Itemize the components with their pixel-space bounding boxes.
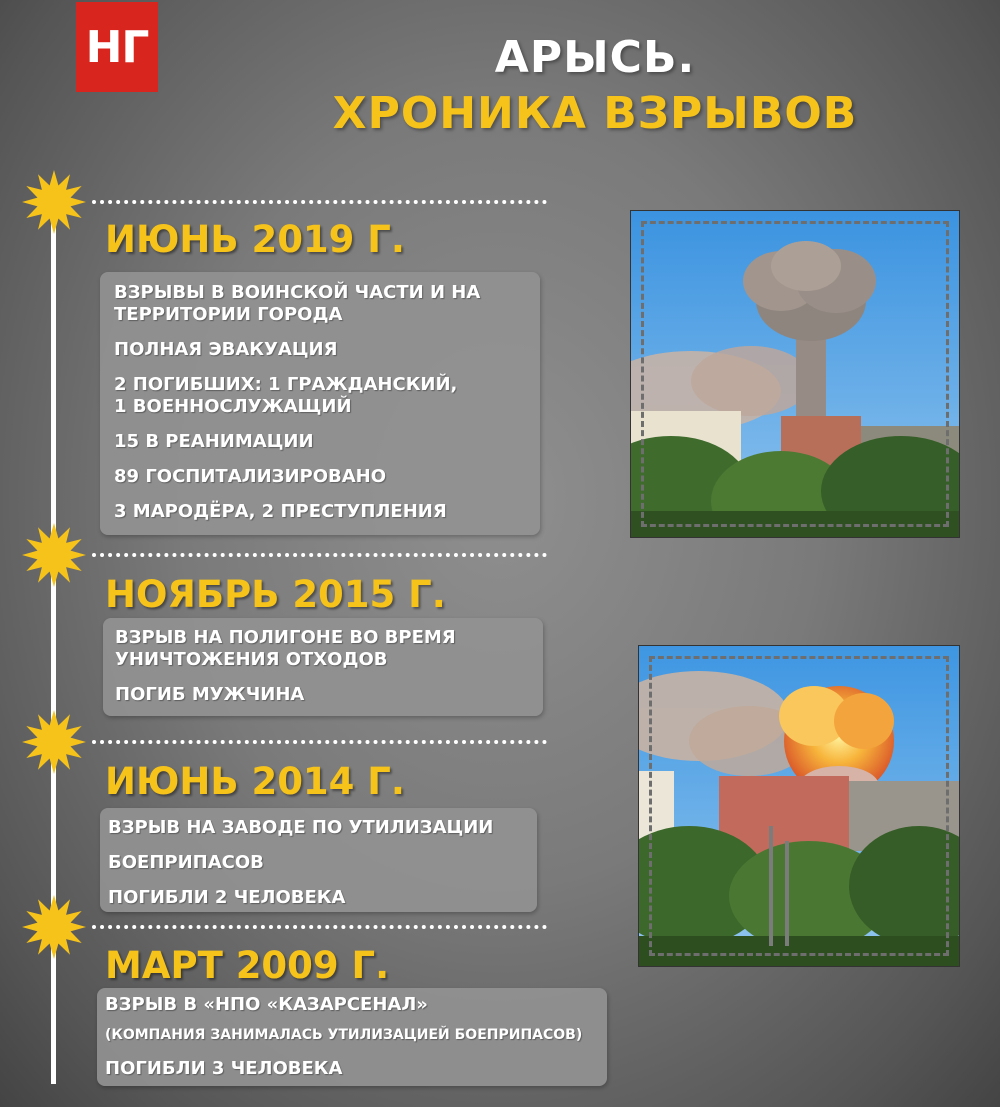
event-detail: БОЕПРИПАСОВ (108, 852, 264, 873)
sun-burst-icon (22, 710, 86, 774)
dotted-separator (92, 925, 547, 929)
fireball-explosion-photo (638, 645, 960, 967)
sun-burst-icon (22, 523, 86, 587)
event-date: ИЮНЬ 2019 Г. (105, 218, 405, 261)
event-detail: ПОГИБ МУЖЧИНА (115, 684, 305, 705)
event-detail: ВЗРЫВ В «НПО «КАЗАРСЕНАЛ» (105, 994, 428, 1015)
event-detail: 15 В РЕАНИМАЦИИ (114, 431, 314, 452)
event-detail: 89 ГОСПИТАЛИЗИРОВАНО (114, 466, 387, 487)
event-details-box (103, 618, 543, 716)
dotted-separator (92, 200, 547, 204)
event-detail: 3 МАРОДЁРА, 2 ПРЕСТУПЛЕНИЯ (114, 501, 447, 522)
title-line-1: АРЫСЬ. (494, 32, 696, 83)
event-date: ИЮНЬ 2014 Г. (105, 760, 405, 803)
dotted-separator (92, 740, 547, 744)
title-line-2: ХРОНИКА ВЗРЫВОВ (332, 88, 858, 139)
smoke-cloud-explosion-photo (630, 210, 960, 538)
event-detail: ПОГИБЛИ 2 ЧЕЛОВЕКА (108, 887, 346, 908)
event-detail: ПОГИБЛИ 3 ЧЕЛОВЕКА (105, 1058, 343, 1079)
dashed-frame (649, 656, 949, 956)
event-detail: 2 ПОГИБШИХ: 1 ГРАЖДАНСКИЙ, 1 ВОЕННОСЛУЖАЩИЙ (114, 374, 458, 417)
event-date: МАРТ 2009 Г. (105, 944, 390, 987)
event-details-box (100, 272, 540, 535)
event-detail: ПОЛНАЯ ЭВАКУАЦИЯ (114, 339, 338, 360)
event-detail: ВЗРЫВЫ В ВОИНСКОЙ ЧАСТИ И НА ТЕРРИТОРИИ ГОРОДА (114, 282, 481, 325)
event-detail: ВЗРЫВ НА ЗАВОДЕ ПО УТИЛИЗАЦИИ (108, 817, 494, 838)
event-date: НОЯБРЬ 2015 Г. (105, 573, 446, 616)
dotted-separator (92, 553, 547, 557)
sun-burst-icon (22, 170, 86, 234)
event-details-box (100, 808, 537, 912)
event-detail: ВЗРЫВ НА ПОЛИГОНЕ ВО ВРЕМЯ УНИЧТОЖЕНИЯ ОТХОДОВ (115, 627, 456, 670)
event-details-box (97, 988, 607, 1086)
sun-burst-icon (22, 895, 86, 959)
ng-logo[interactable]: НГ (76, 2, 158, 92)
dashed-frame (641, 221, 949, 527)
event-detail-note: (КОМПАНИЯ ЗАНИМАЛАСЬ УТИЛИЗАЦИЕЙ БОЕПРИПАСОВ) (105, 1027, 583, 1043)
